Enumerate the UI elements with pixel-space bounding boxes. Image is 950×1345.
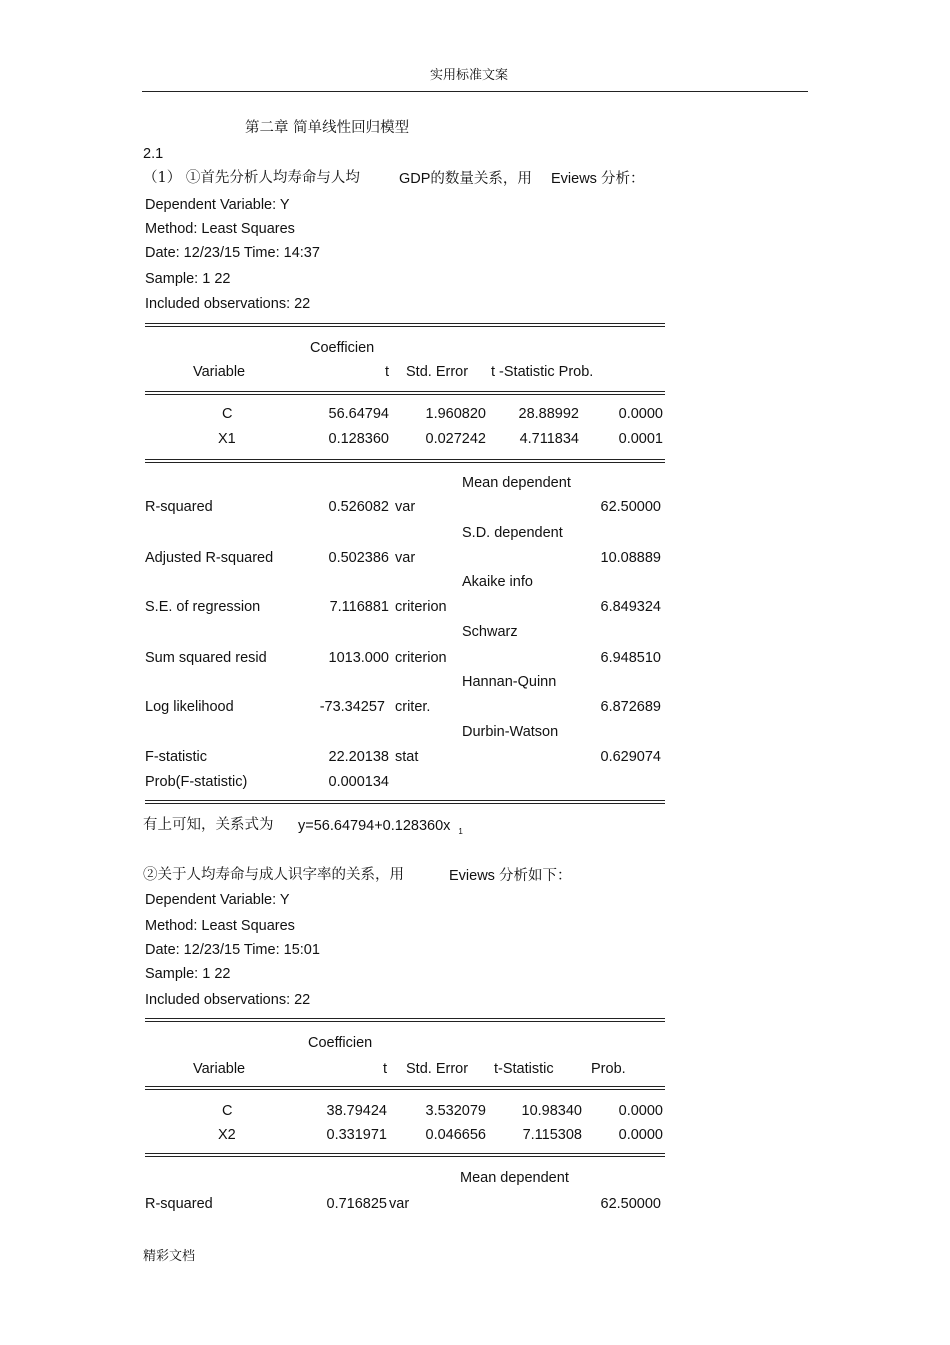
stat-right-value: 6.872689 [600, 699, 661, 715]
cell-p: 0.0000 [618, 1127, 663, 1143]
cell-t: 28.88992 [518, 406, 579, 422]
cell-t: 7.115308 [522, 1127, 582, 1143]
table-rule [145, 1156, 665, 1157]
stat-right-label: var [389, 1196, 410, 1212]
cell-var: X2 [218, 1127, 236, 1143]
p1-meta-dependent: Dependent Variable: Y [145, 197, 290, 213]
stat-value: 0.502386 [328, 550, 389, 566]
part1-intro-c: Eviews 分析： [551, 171, 645, 187]
part1-intro-b: GDP的数量关系，用 [399, 171, 532, 187]
table-rule [145, 1089, 665, 1090]
stat-right-label-top: S.D. dependent [462, 525, 563, 541]
col-header-coef-bottom: t [385, 364, 390, 380]
col-header-tstat: t-Statistic [494, 1061, 554, 1077]
col-header-coef-top: Coefficien [308, 1035, 373, 1051]
stat-right-value: 10.08889 [600, 550, 661, 566]
table-rule [145, 391, 665, 392]
section-number: 2.1 [143, 146, 164, 162]
col-header-variable: Variable [193, 364, 246, 380]
conclusion-formula [298, 817, 463, 841]
p1-meta-observations: Included observations: 22 [145, 296, 311, 312]
stat-right-label: var [395, 550, 416, 566]
table-rule [145, 1021, 665, 1022]
col-header-stderr: Std. Error [406, 1061, 469, 1077]
stat-right-label: criterion [395, 650, 447, 666]
p2-meta-date: Date: 12/23/15 Time: 15:01 [145, 942, 320, 958]
table-rule [145, 394, 665, 395]
part2-intro-b: Eviews 分析如下： [449, 868, 572, 884]
stat-right-label-top: Hannan-Quinn [462, 674, 557, 690]
table-rule [145, 1086, 665, 1087]
part1-intro-a: （1） ①首先分析人均寿命与人均 [143, 170, 360, 186]
page-footer-text: 精彩文档 [143, 1249, 196, 1264]
col-header-coef-top: Coefficien [310, 340, 375, 356]
cell-var: C [222, 1103, 233, 1119]
cell-coef: 38.79424 [326, 1103, 387, 1119]
p2-meta-sample: Sample: 1 22 [145, 966, 231, 982]
stat-value: -73.34257 [319, 699, 385, 715]
stat-right-label-top: Durbin-Watson [462, 724, 559, 740]
table-rule [145, 462, 665, 463]
cell-coef: 0.331971 [326, 1127, 387, 1143]
table-rule [145, 323, 665, 324]
stat-value: 7.116881 [329, 599, 389, 615]
stat-right-value: 6.948510 [600, 650, 661, 666]
col-header-variable: Variable [193, 1061, 246, 1077]
cell-coef: 56.64794 [328, 406, 389, 422]
stat-label: Adjusted R-squared [145, 550, 274, 566]
table-rule [145, 1153, 665, 1154]
col-header-coef-bottom: t [383, 1061, 388, 1077]
table-rule [145, 803, 665, 804]
col-header-prob: Prob. [591, 1061, 626, 1077]
stat-right-label-top: Akaike info [462, 574, 533, 590]
header-divider [142, 91, 808, 92]
chapter-title: 第二章 简单线性回归模型 [245, 120, 410, 136]
part2-intro-a: ②关于人均寿命与成人识字率的关系，用 [143, 867, 404, 883]
stat-right-label: criterion [395, 599, 447, 615]
cell-p: 0.0001 [618, 431, 663, 447]
cell-t: 10.98340 [521, 1103, 582, 1119]
stat-value: 22.20138 [328, 749, 389, 765]
p1-meta-date: Date: 12/23/15 Time: 14:37 [145, 245, 320, 261]
stat-label: Prob(F-statistic) [145, 774, 248, 790]
stat-label: Sum squared resid [145, 650, 267, 666]
p1-meta-sample: Sample: 1 22 [145, 271, 231, 287]
cell-se: 0.046656 [425, 1127, 486, 1143]
stat-right-label: criter. [395, 699, 431, 715]
stat-label: Log likelihood [145, 699, 234, 715]
table-rule [145, 326, 665, 327]
stat-right-label-top: Mean dependent [460, 1170, 569, 1186]
cell-se: 1.960820 [425, 406, 486, 422]
cell-var: C [222, 406, 233, 422]
formula-text: y=56.64794+0.128360x [298, 818, 451, 834]
p1-meta-method: Method: Least Squares [145, 221, 295, 237]
col-header-tstat: t -Statistic Prob. [491, 364, 594, 380]
cell-p: 0.0000 [618, 406, 663, 422]
stat-right-value: 62.50000 [600, 499, 661, 515]
stat-value: 0.000134 [328, 774, 389, 790]
stat-right-value: 6.849324 [600, 599, 661, 615]
cell-se: 3.532079 [425, 1103, 486, 1119]
cell-var: X1 [218, 431, 236, 447]
stat-right-label: stat [395, 749, 419, 765]
cell-t: 4.711834 [519, 431, 579, 447]
stat-label: R-squared [145, 499, 213, 515]
conclusion-text: 有上可知，关系式为 [143, 817, 274, 833]
stat-value: 1013.000 [328, 650, 389, 666]
table-rule [145, 800, 665, 801]
p2-meta-method: Method: Least Squares [145, 918, 295, 934]
stat-right-label-top: Schwarz [462, 624, 518, 640]
col-header-stderr: Std. Error [406, 364, 469, 380]
stat-label: S.E. of regression [145, 599, 261, 615]
stat-right-label: var [395, 499, 416, 515]
cell-coef: 0.128360 [328, 431, 389, 447]
stat-label: F-statistic [145, 749, 208, 765]
formula-subscript: 1 [458, 826, 463, 836]
page-header-title: 实用标准文案 [430, 68, 509, 83]
stat-value: 0.526082 [328, 499, 389, 515]
stat-value: 0.716825 [326, 1196, 387, 1212]
stat-label: R-squared [145, 1196, 213, 1212]
table-rule [145, 459, 665, 460]
p2-meta-observations: Included observations: 22 [145, 992, 311, 1008]
cell-se: 0.027242 [425, 431, 486, 447]
stat-right-value: 62.50000 [600, 1196, 661, 1212]
stat-right-value: 0.629074 [600, 749, 661, 765]
cell-p: 0.0000 [618, 1103, 663, 1119]
stat-right-label-top: Mean dependent [462, 475, 571, 491]
table-rule [145, 1018, 665, 1019]
p2-meta-dependent: Dependent Variable: Y [145, 892, 290, 908]
